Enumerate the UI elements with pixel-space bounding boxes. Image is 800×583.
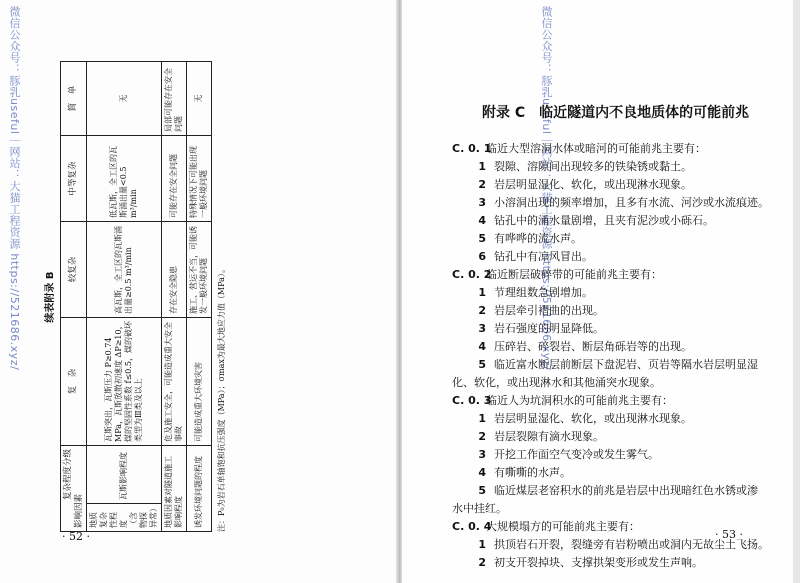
page-number-left: · 52 · bbox=[62, 530, 90, 543]
item-number: 5 bbox=[478, 232, 486, 245]
cell-complex: 危及施工安全，可能造成重大安全事故 bbox=[162, 317, 187, 445]
page-edge bbox=[793, 0, 800, 583]
page-number-right: · 53 · bbox=[715, 528, 743, 541]
list-item bbox=[452, 230, 772, 248]
cell-complex: 可能造成重大环境灾害 bbox=[187, 317, 212, 445]
list-item-continuation: 化、软化，或出现淋水和其他涌突水现象。 bbox=[452, 376, 661, 389]
item-number: 1 bbox=[478, 412, 486, 425]
item-number: 2 bbox=[478, 556, 486, 569]
list-item bbox=[452, 446, 772, 464]
cell-medium: 低瓦斯，全工区的瓦斯涌出量<0.5 m³/min bbox=[87, 135, 162, 221]
list-item bbox=[452, 338, 772, 356]
item-number: 3 bbox=[478, 196, 486, 209]
item-number: 5 bbox=[478, 484, 486, 497]
list-item bbox=[452, 176, 772, 194]
item-number: 1 bbox=[478, 160, 486, 173]
cell-simple: 无 bbox=[87, 61, 162, 135]
list-item bbox=[452, 482, 772, 500]
row-factor: 诱发环境问题的程度 bbox=[187, 445, 212, 531]
list-item bbox=[452, 464, 772, 482]
list-item bbox=[452, 158, 772, 176]
row-factor: 瓦斯影响程度 bbox=[87, 445, 162, 503]
list-item bbox=[452, 284, 772, 302]
header-factor-label: 影响因素 bbox=[73, 493, 84, 528]
item-number: 1 bbox=[478, 538, 486, 551]
header-simple: 简 单 bbox=[61, 61, 87, 135]
table-header-row bbox=[61, 61, 87, 531]
section-intro: 大规模塌方的可能前兆主要有： bbox=[486, 520, 640, 533]
item-number: 1 bbox=[478, 286, 486, 299]
table-row bbox=[187, 61, 212, 531]
item-text: 压碎岩、碎裂岩、断层角砾岩等的出现。 bbox=[494, 340, 692, 353]
item-text: 小溶洞出现的频率增加，且多有水流、河沙或水流痕迹。 bbox=[494, 196, 769, 209]
list-item bbox=[452, 554, 772, 572]
table-note: 注：P₀为岩石单轴饱和抗压强度（MPa）；σmax为最大地应力值（MPa）。 bbox=[217, 265, 227, 532]
cell-relatively-complex: 高瓦斯，全工区的瓦斯涌出量≥0.5 m³/min bbox=[87, 221, 162, 317]
cell-simple: 局部可能存在安全问题 bbox=[162, 61, 187, 135]
watermark-left: 微信公众号：豚乳useful｜网站：大猫工程资源 https://521686.xyz/ bbox=[8, 6, 21, 371]
cell-medium: 可能存在安全问题 bbox=[162, 135, 187, 221]
item-number: 4 bbox=[478, 214, 486, 227]
rotated-table-container bbox=[40, 52, 340, 542]
header-relatively-complex: 较复杂 bbox=[61, 221, 87, 317]
item-text: 钻孔中的涌水量剧增，且夹有泥沙或小砾石。 bbox=[494, 214, 714, 227]
complexity-table bbox=[60, 61, 212, 532]
item-text: 裂隙、溶隙间出现较多的铁染锈或黏土。 bbox=[494, 160, 692, 173]
section-heading bbox=[452, 392, 772, 410]
item-number: 2 bbox=[478, 178, 486, 191]
list-item bbox=[452, 410, 772, 428]
left-page bbox=[0, 0, 398, 583]
section-number: C. 0. 4 bbox=[452, 520, 492, 533]
item-text: 临近煤层老窑积水的前兆是岩层中出现暗红色水锈或渗 bbox=[494, 484, 758, 497]
list-item bbox=[452, 428, 772, 446]
watermark-right: 微信公众号：豚乳useful｜网站：大猫工程资源 https://521686.xyz/ bbox=[540, 6, 553, 371]
section-number: C. 0. 3 bbox=[452, 394, 492, 407]
header-level-label: 复杂程度分级 bbox=[63, 448, 73, 500]
item-text: 初支开裂掉块、支撑拱架变形或发生声响。 bbox=[494, 556, 703, 569]
item-number: 3 bbox=[478, 448, 486, 461]
list-item-continuation: 水中挂红。 bbox=[452, 502, 507, 515]
cell-complex: 瓦斯突出，瓦斯压力 P≥0.74 MPa，瓦斯放散初速度 ΔP≥10，煤的坚固性系数 f≤0.5，煤的破坏类型为Ⅲ类及以上 bbox=[87, 317, 162, 445]
cell-simple: 无 bbox=[187, 61, 212, 135]
cell-relatively-complex: 存在安全隐患 bbox=[162, 221, 187, 317]
item-number: 2 bbox=[478, 430, 486, 443]
item-text: 节理组数急剧增加。 bbox=[494, 286, 593, 299]
section-number: C. 0. 1 bbox=[452, 142, 492, 155]
item-number: 5 bbox=[478, 358, 486, 371]
header-level bbox=[61, 445, 87, 531]
rotated-table bbox=[40, 52, 340, 542]
section-number: C. 0. 2 bbox=[452, 268, 492, 281]
cell-relatively-complex: 施工、营运不当，可能诱发一般环境问题 bbox=[187, 221, 212, 317]
list-item bbox=[452, 356, 772, 374]
section-intro: 临近断层破碎带的可能前兆主要有： bbox=[486, 268, 662, 281]
header-medium: 中等复杂 bbox=[61, 135, 87, 221]
table-title: 续表附录 B bbox=[45, 271, 56, 323]
table-row bbox=[87, 61, 162, 531]
table-row bbox=[162, 61, 187, 531]
section-heading bbox=[452, 266, 772, 284]
cell-medium: 特殊情况下可能出现一般环境问题 bbox=[187, 135, 212, 221]
item-text: 临近富水断层前断层下盘泥岩、页岩等隔水岩层明显湿 bbox=[494, 358, 758, 371]
list-item bbox=[452, 302, 772, 320]
appendix-body bbox=[452, 140, 772, 572]
item-text: 岩石强度的明显降低。 bbox=[494, 322, 604, 335]
list-item bbox=[452, 320, 772, 338]
row-group-label: 地质复杂性程度（含物探异常） bbox=[87, 504, 162, 532]
row-factor: 地质因素对隧道施工影响程度 bbox=[162, 445, 187, 531]
item-number: 3 bbox=[478, 322, 486, 335]
item-text: 钻孔中有凉风冒出。 bbox=[494, 250, 593, 263]
list-item bbox=[452, 248, 772, 266]
item-number: 2 bbox=[478, 304, 486, 317]
section-intro: 临近大型溶洞水体或暗河的可能前兆主要有： bbox=[486, 142, 706, 155]
section-intro: 临近人为坑洞积水的可能前兆主要有： bbox=[486, 394, 673, 407]
appendix-title: 附录 C 临近隧道内不良地质体的可能前兆 bbox=[482, 105, 750, 121]
list-item bbox=[452, 194, 772, 212]
item-number: 6 bbox=[478, 250, 486, 263]
item-text: 有哗哗的流水声。 bbox=[494, 232, 582, 245]
item-text: 岩层明显湿化、软化，或出现淋水现象。 bbox=[494, 412, 692, 425]
item-text: 拱顶岩石开裂，裂缝旁有岩粉喷出或洞内无故尘土飞扬。 bbox=[494, 538, 769, 551]
list-item bbox=[452, 212, 772, 230]
section-heading bbox=[452, 140, 772, 158]
header-complex: 复 杂 bbox=[61, 317, 87, 445]
item-text: 岩层牵引褶曲的出现。 bbox=[494, 304, 604, 317]
item-text: 有嘶嘶的水声。 bbox=[494, 466, 571, 479]
item-number: 4 bbox=[478, 466, 486, 479]
item-text: 开挖工作面空气变冷或发生雾气。 bbox=[494, 448, 659, 461]
item-text: 岩层裂隙有滴水现象。 bbox=[494, 430, 604, 443]
item-text: 岩层明显湿化、软化，或出现淋水现象。 bbox=[494, 178, 692, 191]
item-number: 4 bbox=[478, 340, 486, 353]
